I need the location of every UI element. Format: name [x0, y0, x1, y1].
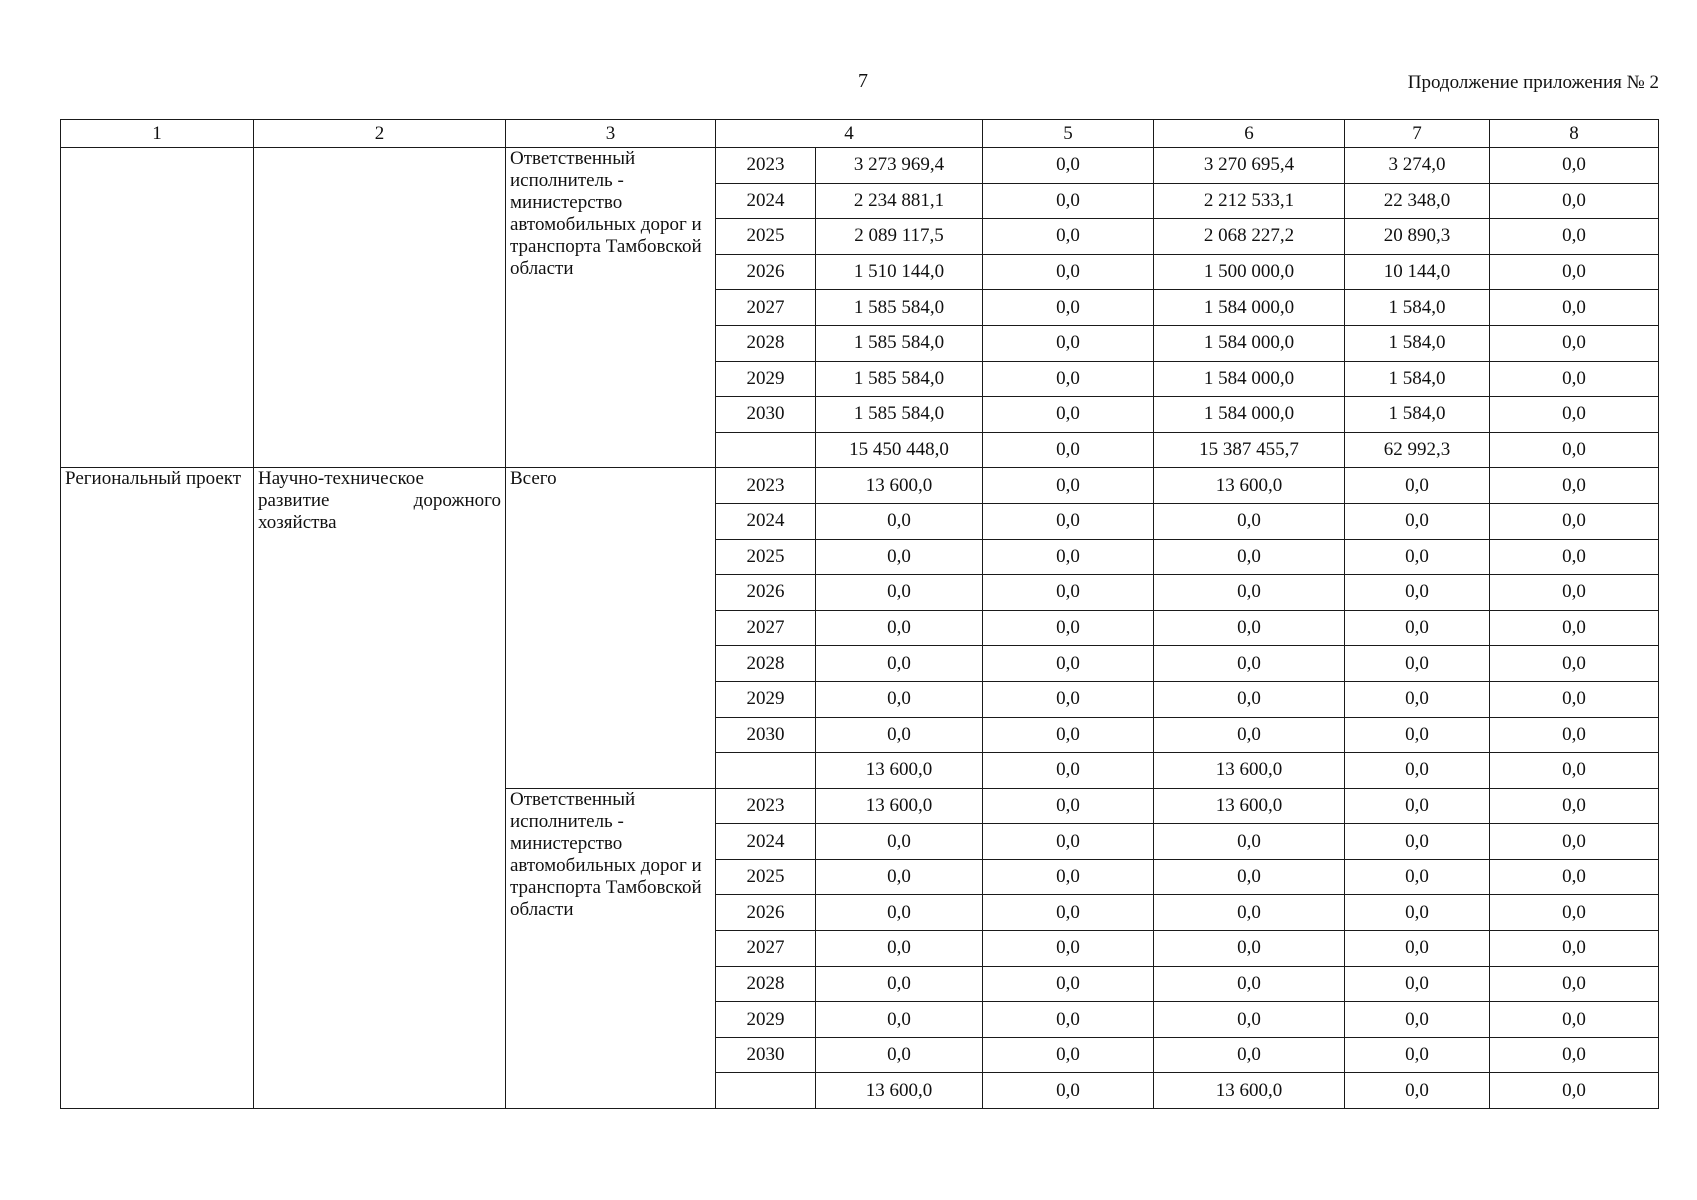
project-name-label [254, 468, 506, 1109]
year-cell: 2028 [716, 325, 816, 361]
value-cell-c6: 1 500 000,0 [1154, 254, 1345, 290]
value-cell-c8: 0,0 [1490, 1002, 1659, 1038]
value-cell-c5: 0,0 [983, 325, 1154, 361]
value-cell-c8: 0,0 [1490, 1037, 1659, 1073]
project-name-line: хозяйства [258, 512, 337, 534]
value-cell-c8: 0,0 [1490, 1073, 1659, 1109]
executor-label: Ответственный исполнитель - министерство автомобильных дорог и транспорта Тамбовской области [506, 148, 716, 468]
year-cell: 2024 [716, 503, 816, 539]
column-header: 5 [983, 120, 1154, 148]
value-cell-c6: 13 600,0 [1154, 468, 1345, 504]
value-cell-c6: 0,0 [1154, 895, 1345, 931]
year-cell: 2030 [716, 397, 816, 433]
value-cell-c5: 0,0 [983, 183, 1154, 219]
value-cell-c8: 0,0 [1490, 432, 1659, 468]
value-cell-c6: 0,0 [1154, 717, 1345, 753]
value-cell-c5: 0,0 [983, 681, 1154, 717]
value-cell-c6: 0,0 [1154, 966, 1345, 1002]
value-cell-c6: 0,0 [1154, 610, 1345, 646]
value-cell-c5: 0,0 [983, 361, 1154, 397]
value-cell-c7: 0,0 [1345, 753, 1490, 789]
year-cell: 2030 [716, 1037, 816, 1073]
year-cell: 2023 [716, 148, 816, 184]
value-cell-c4: 1 510 144,0 [816, 254, 983, 290]
value-cell-c5: 0,0 [983, 1002, 1154, 1038]
value-cell-c8: 0,0 [1490, 325, 1659, 361]
value-cell-c8: 0,0 [1490, 539, 1659, 575]
column-header: 4 [716, 120, 983, 148]
value-cell-c8: 0,0 [1490, 895, 1659, 931]
value-cell-c5: 0,0 [983, 824, 1154, 860]
year-cell: 2028 [716, 646, 816, 682]
value-cell-c5: 0,0 [983, 966, 1154, 1002]
year-cell [716, 432, 816, 468]
value-cell-c8: 0,0 [1490, 183, 1659, 219]
value-cell-c5: 0,0 [983, 788, 1154, 824]
budget-table [60, 119, 1659, 1109]
year-cell [716, 753, 816, 789]
value-cell-c8: 0,0 [1490, 717, 1659, 753]
value-cell-c4: 0,0 [816, 681, 983, 717]
value-cell-c7: 0,0 [1345, 575, 1490, 611]
value-cell-c6: 0,0 [1154, 931, 1345, 967]
value-cell-c6: 0,0 [1154, 539, 1345, 575]
value-cell-c4: 0,0 [816, 1037, 983, 1073]
value-cell-c8: 0,0 [1490, 503, 1659, 539]
value-cell-c5: 0,0 [983, 290, 1154, 326]
value-cell-c7: 0,0 [1345, 681, 1490, 717]
value-cell-c8: 0,0 [1490, 254, 1659, 290]
value-cell-c5: 0,0 [983, 931, 1154, 967]
value-cell-c4: 13 600,0 [816, 788, 983, 824]
column-header: 3 [506, 120, 716, 148]
value-cell-c4: 1 585 584,0 [816, 290, 983, 326]
value-cell-c6: 15 387 455,7 [1154, 432, 1345, 468]
value-cell-c7: 0,0 [1345, 1073, 1490, 1109]
value-cell-c7: 0,0 [1345, 895, 1490, 931]
value-cell-c7: 3 274,0 [1345, 148, 1490, 184]
value-cell-c6: 1 584 000,0 [1154, 397, 1345, 433]
year-cell: 2030 [716, 717, 816, 753]
year-cell: 2023 [716, 788, 816, 824]
column-header: 8 [1490, 120, 1659, 148]
value-cell-c7: 20 890,3 [1345, 219, 1490, 255]
year-row [61, 468, 1659, 504]
value-cell-c5: 0,0 [983, 1073, 1154, 1109]
value-cell-c4: 0,0 [816, 646, 983, 682]
year-cell: 2027 [716, 290, 816, 326]
year-cell: 2026 [716, 575, 816, 611]
value-cell-c5: 0,0 [983, 432, 1154, 468]
value-cell-c6: 0,0 [1154, 503, 1345, 539]
value-cell-c4: 13 600,0 [816, 753, 983, 789]
empty-name-cell [254, 148, 506, 468]
value-cell-c7: 0,0 [1345, 966, 1490, 1002]
value-cell-c7: 1 584,0 [1345, 361, 1490, 397]
value-cell-c8: 0,0 [1490, 646, 1659, 682]
value-cell-c6: 13 600,0 [1154, 753, 1345, 789]
continuation-note: Продолжение приложения № 2 [1407, 72, 1659, 93]
value-cell-c6: 13 600,0 [1154, 788, 1345, 824]
value-cell-c7: 62 992,3 [1345, 432, 1490, 468]
year-cell: 2025 [716, 859, 816, 895]
value-cell-c5: 0,0 [983, 254, 1154, 290]
value-cell-c6: 13 600,0 [1154, 1073, 1345, 1109]
value-cell-c7: 0,0 [1345, 859, 1490, 895]
value-cell-c8: 0,0 [1490, 610, 1659, 646]
year-cell [716, 1073, 816, 1109]
value-cell-c4: 0,0 [816, 1002, 983, 1038]
value-cell-c4: 15 450 448,0 [816, 432, 983, 468]
value-cell-c7: 0,0 [1345, 539, 1490, 575]
value-cell-c7: 0,0 [1345, 788, 1490, 824]
project-name-line: развитие дорожного [258, 490, 501, 512]
value-cell-c6: 3 270 695,4 [1154, 148, 1345, 184]
value-cell-c5: 0,0 [983, 859, 1154, 895]
value-cell-c6: 1 584 000,0 [1154, 361, 1345, 397]
value-cell-c4: 0,0 [816, 610, 983, 646]
column-header: 1 [61, 120, 254, 148]
year-cell: 2029 [716, 681, 816, 717]
value-cell-c7: 0,0 [1345, 646, 1490, 682]
value-cell-c5: 0,0 [983, 397, 1154, 433]
year-cell: 2029 [716, 361, 816, 397]
value-cell-c5: 0,0 [983, 1037, 1154, 1073]
executor-label: Ответственный исполнитель - министерство автомобильных дорог и транспорта Тамбовской области [506, 788, 716, 1108]
empty-type-cell [61, 148, 254, 468]
value-cell-c7: 0,0 [1345, 1002, 1490, 1038]
year-cell: 2028 [716, 966, 816, 1002]
value-cell-c5: 0,0 [983, 148, 1154, 184]
value-cell-c7: 1 584,0 [1345, 290, 1490, 326]
value-cell-c4: 2 089 117,5 [816, 219, 983, 255]
value-cell-c5: 0,0 [983, 503, 1154, 539]
value-cell-c7: 0,0 [1345, 610, 1490, 646]
value-cell-c4: 0,0 [816, 824, 983, 860]
value-cell-c5: 0,0 [983, 895, 1154, 931]
value-cell-c4: 0,0 [816, 503, 983, 539]
value-cell-c6: 0,0 [1154, 1002, 1345, 1038]
value-cell-c8: 0,0 [1490, 397, 1659, 433]
value-cell-c7: 0,0 [1345, 1037, 1490, 1073]
value-cell-c4: 1 585 584,0 [816, 325, 983, 361]
value-cell-c6: 0,0 [1154, 1037, 1345, 1073]
value-cell-c7: 22 348,0 [1345, 183, 1490, 219]
value-cell-c4: 0,0 [816, 575, 983, 611]
value-cell-c4: 13 600,0 [816, 1073, 983, 1109]
value-cell-c7: 0,0 [1345, 468, 1490, 504]
value-cell-c5: 0,0 [983, 539, 1154, 575]
year-cell: 2027 [716, 931, 816, 967]
total-label: Всего [506, 468, 716, 788]
value-cell-c8: 0,0 [1490, 859, 1659, 895]
value-cell-c8: 0,0 [1490, 361, 1659, 397]
column-header: 2 [254, 120, 506, 148]
value-cell-c5: 0,0 [983, 610, 1154, 646]
value-cell-c4: 0,0 [816, 895, 983, 931]
value-cell-c8: 0,0 [1490, 931, 1659, 967]
value-cell-c4: 13 600,0 [816, 468, 983, 504]
value-cell-c7: 0,0 [1345, 824, 1490, 860]
value-cell-c8: 0,0 [1490, 753, 1659, 789]
value-cell-c8: 0,0 [1490, 468, 1659, 504]
value-cell-c8: 0,0 [1490, 681, 1659, 717]
value-cell-c6: 0,0 [1154, 824, 1345, 860]
value-cell-c5: 0,0 [983, 646, 1154, 682]
value-cell-c6: 0,0 [1154, 681, 1345, 717]
value-cell-c4: 1 585 584,0 [816, 361, 983, 397]
value-cell-c4: 0,0 [816, 859, 983, 895]
value-cell-c6: 1 584 000,0 [1154, 325, 1345, 361]
year-row [61, 148, 1659, 184]
value-cell-c7: 0,0 [1345, 503, 1490, 539]
value-cell-c5: 0,0 [983, 575, 1154, 611]
value-cell-c7: 0,0 [1345, 931, 1490, 967]
value-cell-c8: 0,0 [1490, 219, 1659, 255]
value-cell-c6: 2 212 533,1 [1154, 183, 1345, 219]
value-cell-c8: 0,0 [1490, 575, 1659, 611]
project-type-label: Региональный проект [61, 468, 254, 1109]
value-cell-c8: 0,0 [1490, 788, 1659, 824]
value-cell-c7: 0,0 [1345, 717, 1490, 753]
value-cell-c8: 0,0 [1490, 148, 1659, 184]
value-cell-c4: 2 234 881,1 [816, 183, 983, 219]
value-cell-c4: 3 273 969,4 [816, 148, 983, 184]
value-cell-c7: 1 584,0 [1345, 325, 1490, 361]
year-cell: 2024 [716, 824, 816, 860]
year-cell: 2026 [716, 895, 816, 931]
value-cell-c5: 0,0 [983, 753, 1154, 789]
page-number: 7 [858, 70, 868, 92]
value-cell-c5: 0,0 [983, 468, 1154, 504]
value-cell-c8: 0,0 [1490, 966, 1659, 1002]
value-cell-c4: 0,0 [816, 931, 983, 967]
column-number-row [61, 120, 1659, 148]
value-cell-c6: 1 584 000,0 [1154, 290, 1345, 326]
year-cell: 2029 [716, 1002, 816, 1038]
value-cell-c4: 1 585 584,0 [816, 397, 983, 433]
year-cell: 2025 [716, 539, 816, 575]
column-header: 6 [1154, 120, 1345, 148]
year-cell: 2023 [716, 468, 816, 504]
year-cell: 2027 [716, 610, 816, 646]
value-cell-c6: 2 068 227,2 [1154, 219, 1345, 255]
value-cell-c5: 0,0 [983, 219, 1154, 255]
year-cell: 2026 [716, 254, 816, 290]
column-header: 7 [1345, 120, 1490, 148]
year-cell: 2024 [716, 183, 816, 219]
value-cell-c6: 0,0 [1154, 575, 1345, 611]
value-cell-c4: 0,0 [816, 717, 983, 753]
year-cell: 2025 [716, 219, 816, 255]
value-cell-c4: 0,0 [816, 966, 983, 1002]
project-name-line: Научно-техническое [258, 468, 424, 490]
value-cell-c7: 1 584,0 [1345, 397, 1490, 433]
value-cell-c7: 10 144,0 [1345, 254, 1490, 290]
value-cell-c5: 0,0 [983, 717, 1154, 753]
value-cell-c8: 0,0 [1490, 290, 1659, 326]
value-cell-c4: 0,0 [816, 539, 983, 575]
value-cell-c6: 0,0 [1154, 859, 1345, 895]
value-cell-c6: 0,0 [1154, 646, 1345, 682]
value-cell-c8: 0,0 [1490, 824, 1659, 860]
